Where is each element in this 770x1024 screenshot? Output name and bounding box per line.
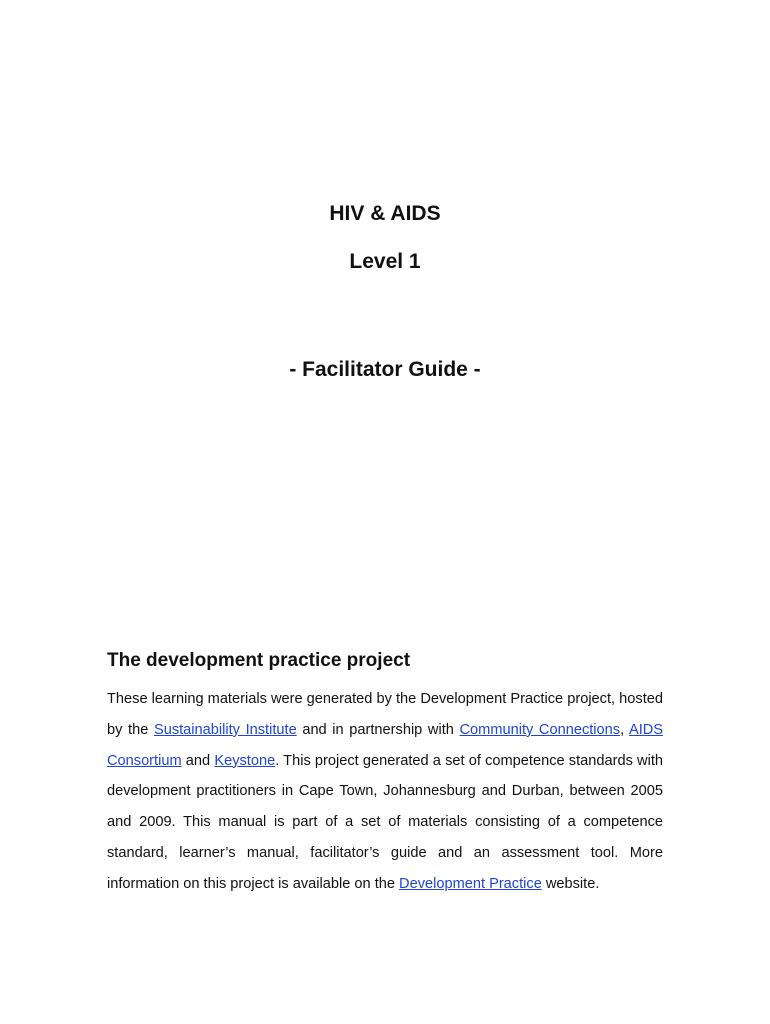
paragraph-text: , <box>620 721 629 738</box>
paragraph-text: and <box>181 752 215 769</box>
paragraph-text: and in partnership with <box>296 721 460 738</box>
aids-consortium-link[interactable]: AIDS Consortium <box>107 721 664 769</box>
document-subtitle: - Facilitator Guide - <box>289 358 481 381</box>
section-paragraph <box>107 684 663 900</box>
title-block <box>0 196 770 280</box>
project-section <box>107 644 663 900</box>
keystone-link[interactable]: Keystone <box>214 752 276 769</box>
paragraph-text: These learning materials were generated by the Development Practice project, hosted by the <box>107 691 663 738</box>
paragraph-text: website. <box>541 875 600 892</box>
community-connections-link[interactable]: Community Connections <box>459 721 621 738</box>
sustainability-institute-link[interactable]: Sustainability Institute <box>153 721 297 738</box>
document-level: Level 1 <box>349 250 421 273</box>
development-practice-link[interactable]: Development Practice <box>399 875 542 892</box>
document-title: HIV & AIDS <box>329 202 441 225</box>
section-heading: The development practice project <box>107 650 411 671</box>
paragraph-text: . This project generated a set of competence standards with development practitioners in Cape Town, Johannesburg and Durban, between 2005 and 2009. This manual is part of a set of materials consisting of a competence standard, learner’s manual, facilitator’s guide and an assessment tool. More information on this project is available on the <box>107 752 663 892</box>
